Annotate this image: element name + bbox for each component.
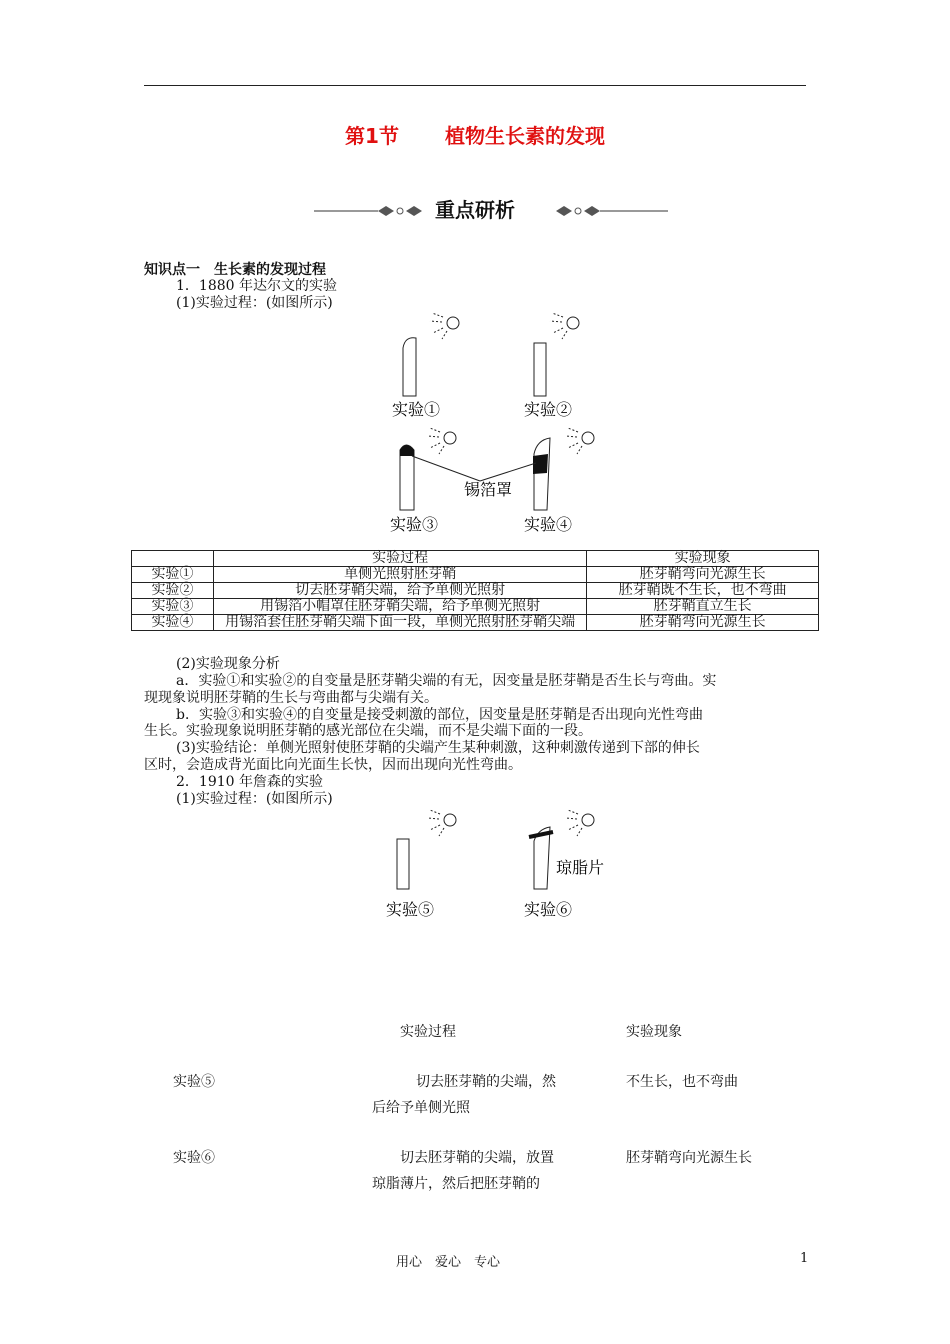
table-row — [132, 567, 819, 583]
table-cell: 实验③ — [132, 599, 214, 615]
table-cell: 切去胚芽鞘尖端，给予单侧光照射 — [213, 583, 586, 599]
table-cell: 单侧光照射胚芽鞘 — [213, 567, 586, 583]
knowledge-heading: 知识点一 生长素的发现过程 — [144, 262, 326, 278]
sun-icon — [428, 810, 456, 836]
exp3-label: 实验③ — [390, 515, 439, 534]
title-number: 第1节 — [345, 124, 399, 148]
analysis-b-line1: b．实验③和实验④的自变量是接受刺激的部位，因变量是胚芽鞘是否出现向光性弯曲 — [176, 707, 703, 723]
foil-sleeve — [533, 454, 548, 474]
table2-row5-process-2: 后给予单侧光照 — [372, 1100, 470, 1116]
sun-icon — [566, 428, 594, 454]
sun-icon — [428, 428, 456, 454]
pointer-line — [480, 463, 536, 481]
table-cell: 胚芽鞘直立生长 — [587, 599, 819, 615]
page-title — [0, 120, 950, 149]
darwin-figure — [380, 308, 610, 538]
exp6-label: 实验⑥ — [524, 900, 573, 919]
footer-motto: 用心 爱心 专心 — [396, 1255, 501, 1270]
analysis-b-line2: 生长。实验现象说明胚芽鞘的感光部位在尖端，而不是尖端下面的一段。 — [144, 723, 592, 739]
table-header: 实验过程 — [213, 551, 586, 567]
table-row — [132, 583, 819, 599]
darwin-table — [131, 550, 819, 631]
table-cell: 实验① — [132, 567, 214, 583]
coleoptile-1 — [403, 338, 416, 396]
table-cell: 胚芽鞘弯向光源生长 — [587, 567, 819, 583]
coleoptile-2 — [534, 343, 546, 396]
section-heading: 重点研析 — [435, 198, 515, 222]
sub-heading-1: (1)实验过程：(如图所示) — [176, 295, 333, 311]
table-cell: 胚芽鞘弯向光源生长 — [587, 615, 819, 631]
sun-icon — [430, 313, 459, 339]
coleoptile-4 — [534, 438, 550, 510]
table2-row5-process-1: 切去胚芽鞘的尖端，然 — [416, 1074, 556, 1090]
analysis-heading: (2)实验现象分析 — [176, 656, 280, 672]
table-cell: 用锡箔套住胚芽鞘尖端下面一段，单侧光照射胚芽鞘尖端 — [213, 615, 586, 631]
table2-row6-label: 实验⑥ — [173, 1150, 215, 1166]
coleoptile-5 — [397, 839, 409, 889]
table-cell: 胚芽鞘既不生长，也不弯曲 — [587, 583, 819, 599]
page-number: 1 — [800, 1251, 809, 1266]
table2-header-process: 实验过程 — [400, 1024, 456, 1040]
foil-label: 锡箔罩 — [464, 480, 513, 499]
table-header: 实验现象 — [587, 551, 819, 567]
item-1: 1．1880 年达尔文的实验 — [176, 278, 337, 294]
table-cell: 用锡箔小帽罩住胚芽鞘尖端，给予单侧光照射 — [213, 599, 586, 615]
header-rule — [144, 85, 806, 86]
table-header — [132, 551, 214, 567]
jensen-figure — [380, 805, 610, 925]
table2-row6-result: 胚芽鞘弯向光源生长 — [626, 1150, 752, 1166]
agar-label: 琼脂片 — [556, 858, 605, 877]
sub-heading-2: (1)实验过程：(如图所示) — [176, 791, 333, 807]
table-row — [132, 615, 819, 631]
exp4-label: 实验④ — [524, 515, 573, 534]
table-cell: 实验④ — [132, 615, 214, 631]
analysis-a-line1: a．实验①和实验②的自变量是胚芽鞘尖端的有无，因变量是胚芽鞘是否生长与弯曲。实 — [176, 673, 717, 689]
pointer-line — [412, 456, 480, 481]
table2-row6-process-2: 琼脂薄片，然后把胚芽鞘的 — [372, 1176, 540, 1192]
table-row — [132, 599, 819, 615]
exp5-label: 实验⑤ — [386, 900, 435, 919]
table2-header-result: 实验现象 — [626, 1024, 682, 1040]
title-text: 植物生长素的发现 — [444, 124, 605, 148]
exp1-label: 实验① — [392, 400, 441, 419]
table-cell: 实验② — [132, 583, 214, 599]
analysis-a-line2: 现现象说明胚芽鞘的生长与弯曲都与尖端有关。 — [144, 690, 438, 706]
sun-icon — [550, 313, 579, 339]
conclusion-line1: (3)实验结论：单侧光照射使胚芽鞘的尖端产生某种刺激，这种刺激传递到下部的伸长 — [176, 740, 700, 756]
table-header-row — [132, 551, 819, 567]
sun-icon — [566, 810, 594, 836]
table2-row5-result: 不生长，也不弯曲 — [626, 1074, 738, 1090]
exp2-label: 实验② — [524, 400, 573, 419]
conclusion-line2: 区时，会造成背光面比向光面生长快，因而出现向光性弯曲。 — [144, 757, 522, 773]
table2-row5-label: 实验⑤ — [173, 1074, 215, 1090]
table2-row6-process-1: 切去胚芽鞘的尖端，放置 — [400, 1150, 554, 1166]
item-2: 2．1910 年詹森的实验 — [176, 774, 323, 790]
